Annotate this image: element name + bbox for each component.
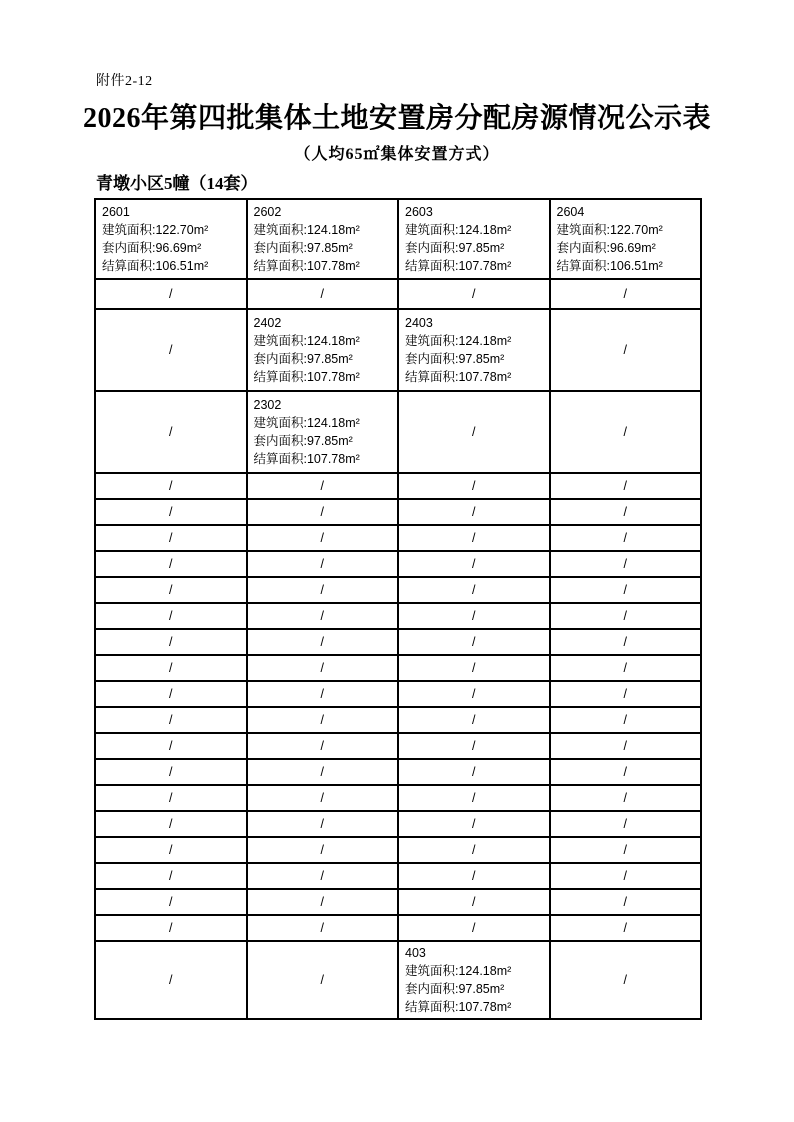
empty-cell: /	[398, 681, 550, 707]
table-row	[95, 733, 701, 759]
table-row	[95, 629, 701, 655]
unit-cell	[247, 199, 399, 279]
empty-cell: /	[550, 629, 702, 655]
empty-cell: /	[247, 733, 399, 759]
empty-cell: /	[247, 915, 399, 941]
empty-cell: /	[247, 707, 399, 733]
empty-cell: /	[550, 551, 702, 577]
empty-cell: /	[398, 889, 550, 915]
unit-number: 2601	[102, 205, 130, 219]
table-row	[95, 603, 701, 629]
table-row	[95, 707, 701, 733]
empty-cell: /	[398, 279, 550, 309]
page-subtitle: （人均65㎡集体安置方式）	[294, 146, 500, 163]
building-area-line: 建筑面积:124.18m²	[405, 334, 512, 348]
empty-cell: /	[95, 391, 247, 473]
empty-cell: /	[550, 309, 702, 391]
unit-number: 2302	[253, 398, 282, 412]
unit-cell	[398, 309, 550, 391]
empty-cell: /	[95, 863, 247, 889]
empty-cell: /	[247, 551, 399, 577]
inner-area-line: 套内面积:97.85m²	[253, 434, 353, 448]
empty-cell: /	[247, 889, 399, 915]
inner-area-line: 套内面积:97.85m²	[405, 982, 505, 996]
empty-cell: /	[550, 785, 702, 811]
settlement-area-line: 结算面积:107.78m²	[253, 259, 360, 273]
empty-cell: /	[95, 473, 247, 499]
empty-cell: /	[398, 733, 550, 759]
empty-cell: /	[398, 759, 550, 785]
empty-cell: /	[398, 655, 550, 681]
table-row	[95, 525, 701, 551]
table-row	[95, 759, 701, 785]
building-area-line: 建筑面积:124.18m²	[253, 223, 360, 237]
unit-number: 2602	[253, 205, 282, 219]
unit-cell	[398, 941, 550, 1019]
settlement-area-line: 结算面积:107.78m²	[405, 1000, 512, 1014]
inner-area-line: 套内面积:96.69m²	[102, 241, 202, 255]
empty-cell: /	[398, 811, 550, 837]
empty-cell: /	[95, 551, 247, 577]
table-row	[95, 889, 701, 915]
empty-cell: /	[95, 785, 247, 811]
empty-cell: /	[398, 391, 550, 473]
unit-cell	[550, 199, 702, 279]
unit-cell	[95, 199, 247, 279]
building-area-line: 建筑面积:122.70m²	[556, 223, 663, 237]
empty-cell: /	[247, 785, 399, 811]
empty-cell: /	[550, 889, 702, 915]
empty-cell: /	[550, 499, 702, 525]
empty-cell: /	[95, 629, 247, 655]
empty-cell: /	[398, 603, 550, 629]
empty-cell: /	[550, 941, 702, 1019]
empty-cell: /	[550, 525, 702, 551]
settlement-area-line: 结算面积:107.78m²	[405, 259, 512, 273]
empty-cell: /	[247, 279, 399, 309]
housing-table-body	[95, 199, 701, 1019]
empty-cell: /	[550, 279, 702, 309]
unit-number: 403	[405, 946, 426, 960]
inner-area-line: 套内面积:97.85m²	[253, 352, 353, 366]
empty-cell: /	[247, 681, 399, 707]
empty-cell: /	[247, 603, 399, 629]
empty-cell: /	[398, 473, 550, 499]
table-row	[95, 941, 701, 1019]
empty-cell: /	[247, 863, 399, 889]
unit-cell	[247, 309, 399, 391]
settlement-area-line: 结算面积:106.51m²	[102, 259, 209, 273]
empty-cell: /	[247, 811, 399, 837]
table-row	[95, 837, 701, 863]
empty-cell: /	[550, 915, 702, 941]
empty-cell: /	[247, 499, 399, 525]
empty-cell: /	[398, 707, 550, 733]
building-area-line: 建筑面积:124.18m²	[405, 223, 512, 237]
table-row	[95, 915, 701, 941]
settlement-area-line: 结算面积:107.78m²	[405, 370, 512, 384]
page-title: 2026年第四批集体土地安置房分配房源情况公示表	[82, 103, 711, 134]
housing-table	[94, 198, 702, 1020]
building-area-line: 建筑面积:124.18m²	[405, 964, 512, 978]
empty-cell: /	[95, 889, 247, 915]
settlement-area-line: 结算面积:107.78m²	[253, 370, 360, 384]
table-row	[95, 863, 701, 889]
table-row	[95, 391, 701, 473]
inner-area-line: 套内面积:97.85m²	[405, 241, 505, 255]
empty-cell: /	[95, 941, 247, 1019]
table-row	[95, 785, 701, 811]
empty-cell: /	[247, 577, 399, 603]
empty-cell: /	[550, 577, 702, 603]
inner-area-line: 套内面积:96.69m²	[556, 241, 656, 255]
empty-cell: /	[550, 759, 702, 785]
empty-cell: /	[398, 837, 550, 863]
empty-cell: /	[247, 525, 399, 551]
empty-cell: /	[247, 473, 399, 499]
empty-cell: /	[550, 681, 702, 707]
empty-cell: /	[247, 759, 399, 785]
empty-cell: /	[247, 655, 399, 681]
empty-cell: /	[550, 603, 702, 629]
empty-cell: /	[550, 837, 702, 863]
empty-cell: /	[398, 915, 550, 941]
building-area-line: 建筑面积:122.70m²	[102, 223, 209, 237]
empty-cell: /	[95, 309, 247, 391]
empty-cell: /	[247, 837, 399, 863]
empty-cell: /	[95, 499, 247, 525]
table-row	[95, 551, 701, 577]
empty-cell: /	[550, 811, 702, 837]
table-row	[95, 199, 701, 279]
empty-cell: /	[398, 525, 550, 551]
empty-cell: /	[95, 279, 247, 309]
inner-area-line: 套内面积:97.85m²	[405, 352, 505, 366]
empty-cell: /	[398, 629, 550, 655]
table-row	[95, 279, 701, 309]
unit-cell	[398, 199, 550, 279]
table-row	[95, 577, 701, 603]
empty-cell: /	[95, 915, 247, 941]
empty-cell: /	[550, 391, 702, 473]
empty-cell: /	[95, 577, 247, 603]
empty-cell: /	[398, 577, 550, 603]
empty-cell: /	[550, 473, 702, 499]
table-row	[95, 811, 701, 837]
empty-cell: /	[550, 733, 702, 759]
table-row	[95, 309, 701, 391]
table-row	[95, 655, 701, 681]
empty-cell: /	[95, 837, 247, 863]
empty-cell: /	[95, 811, 247, 837]
unit-number: 2603	[405, 205, 433, 219]
attachment-label: 附件2-12	[96, 74, 153, 89]
empty-cell: /	[95, 707, 247, 733]
building-area-line: 建筑面积:124.18m²	[253, 416, 360, 430]
empty-cell: /	[550, 707, 702, 733]
settlement-area-line: 结算面积:107.78m²	[253, 452, 360, 466]
empty-cell: /	[95, 655, 247, 681]
unit-number: 2402	[253, 316, 282, 330]
table-row	[95, 499, 701, 525]
empty-cell: /	[95, 681, 247, 707]
table-row	[95, 473, 701, 499]
empty-cell: /	[398, 499, 550, 525]
section-heading: 青墩小区5幢（14套）	[96, 174, 258, 193]
empty-cell: /	[398, 785, 550, 811]
empty-cell: /	[398, 863, 550, 889]
inner-area-line: 套内面积:97.85m²	[253, 241, 353, 255]
unit-number: 2604	[556, 205, 585, 219]
settlement-area-line: 结算面积:106.51m²	[556, 259, 663, 273]
empty-cell: /	[95, 603, 247, 629]
empty-cell: /	[550, 655, 702, 681]
table-row	[95, 681, 701, 707]
empty-cell: /	[398, 551, 550, 577]
empty-cell: /	[247, 941, 399, 1019]
empty-cell: /	[95, 733, 247, 759]
building-area-line: 建筑面积:124.18m²	[253, 334, 360, 348]
empty-cell: /	[247, 629, 399, 655]
unit-cell	[247, 391, 399, 473]
empty-cell: /	[95, 525, 247, 551]
empty-cell: /	[550, 863, 702, 889]
unit-number: 2403	[405, 316, 433, 330]
empty-cell: /	[95, 759, 247, 785]
